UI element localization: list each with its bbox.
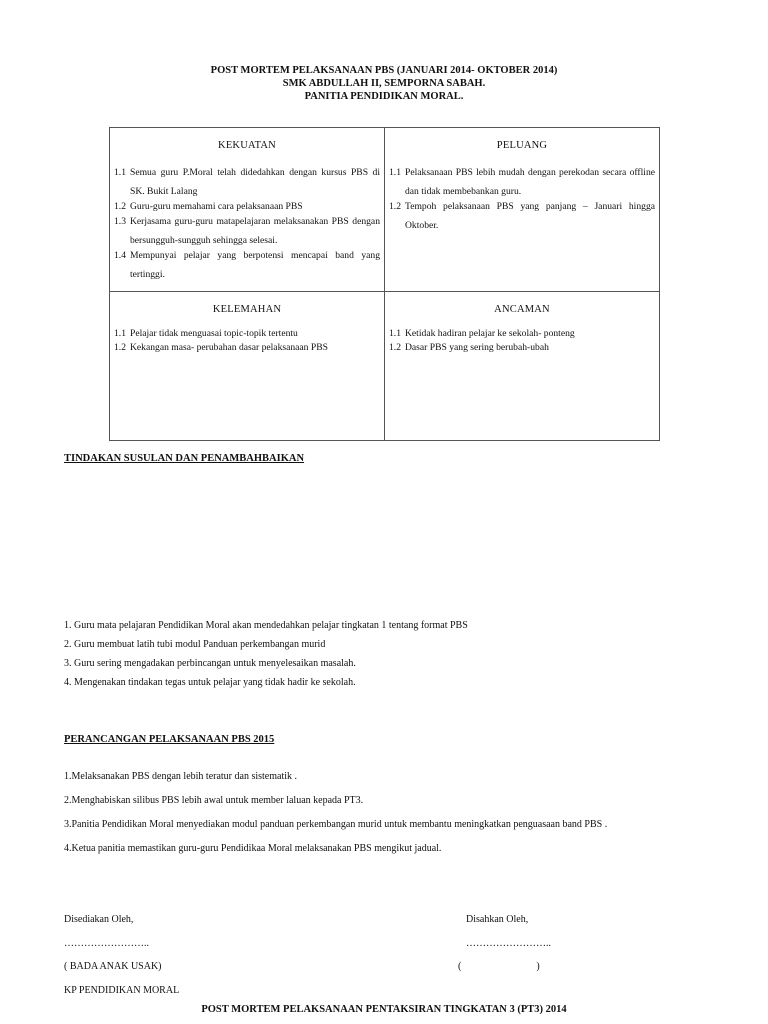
prepared-name: ( BADA ANAK USAK) [64, 961, 162, 972]
swot-title-kelemahan: KELEMAHAN [212, 304, 282, 315]
list-item: 1.1 Semua guru P.Moral telah didedahkan dengan kursus PBS di SK. Bukit Lalang [114, 167, 380, 197]
header-title: POST MORTEM PELAKSANAAN PBS (JANUARI 2014- OKTOBER 2014) [210, 65, 558, 76]
list-item: 1.2 Guru-guru memahami cara pelaksanaan PBS [114, 201, 303, 212]
list-item: 1.2 Tempoh pelaksanaan PBS yang panjang – Januari hingga Oktober. [389, 201, 655, 231]
prepared-dots: …………………….. [64, 938, 149, 949]
list-item: 1. Guru mata pelajaran Pendidikan Moral akan mendedahkan pelajar tingkatan 1 tentang format PBS [64, 620, 468, 631]
list-item: 1.2 Kekangan masa- perubahan dasar pelaksanaan PBS [114, 342, 328, 353]
tindakan-heading: TINDAKAN SUSULAN DAN PENAMBAHBAIKAN [64, 453, 305, 464]
swot-cell-kelemahan [110, 292, 385, 441]
ancaman-list [389, 327, 655, 355]
kelemahan-list [114, 327, 380, 355]
approved-label: Disahkan Oleh, [466, 914, 529, 925]
peluang-list [389, 163, 655, 235]
swot-title-ancaman: ANCAMAN [494, 304, 550, 315]
list-item: 1.4 Mempunyai pelajar yang berpotensi mencapai band yang tertinggi. [114, 250, 380, 280]
header-school: SMK ABDULLAH II, SEMPORNA SABAH. [282, 78, 486, 89]
list-item: 3. Guru sering mengadakan perbincangan untuk menyelesaikan masalah. [64, 658, 356, 669]
swot-title-peluang: PELUANG [496, 140, 548, 151]
list-item: 1.1 Pelaksanaan PBS lebih mudah dengan perekodan secara offline dan tidak membebankan guru. [389, 167, 655, 197]
swot-cell-kekuatan [110, 128, 385, 292]
list-item: 1.3 Kerjasama guru-guru matapelajaran melaksanakan PBS dengan bersungguh-sungguh sehingga selesai. [114, 216, 380, 246]
list-item: 1.2 Dasar PBS yang sering berubah-ubah [389, 342, 549, 353]
header-panel: PANITIA PENDIDIKAN MORAL. [304, 91, 464, 102]
list-item: 2. Guru membuat latih tubi modul Panduan perkembangan murid [64, 639, 326, 650]
document-header [0, 64, 768, 103]
next-section-title: POST MORTEM PELAKSANAAN PENTAKSIRAN TINGKATAN 3 (PT3) 2014 [201, 1004, 567, 1015]
prepared-label: Disediakan Oleh, [64, 914, 134, 925]
tindakan-list [64, 620, 704, 696]
list-item: 3.Panitia Pendidikan Moral menyediakan modul panduan perkembangan murid untuk membantu meningkatkan penguasaan band PBS . [64, 819, 608, 830]
list-item: 1.1 Pelajar tidak menguasai topic-topik tertentu [114, 328, 298, 339]
list-item: 1.Melaksanakan PBS dengan lebih teratur dan sistematik . [64, 771, 298, 782]
list-item: 4.Ketua panitia memastikan guru-guru Pendidikaa Moral melaksanakan PBS mengikut jadual. [64, 843, 442, 854]
perancangan-list [64, 771, 704, 867]
list-item: 2.Menghabiskan silibus PBS lebih awal untuk member laluan kepada PT3. [64, 795, 364, 806]
kekuatan-list [114, 163, 380, 284]
perancangan-heading: PERANCANGAN PELAKSANAAN PBS 2015 [64, 734, 275, 745]
prepared-role: KP PENDIDIKAN MORAL [64, 985, 180, 996]
approved-name: ( ) [458, 961, 540, 972]
swot-table [109, 127, 660, 441]
list-item: 1.1 Ketidak hadiran pelajar ke sekolah- ponteng [389, 328, 575, 339]
swot-title-kekuatan: KEKUATAN [218, 140, 276, 151]
approved-dots: …………………….. [466, 938, 551, 949]
list-item: 4. Mengenakan tindakan tegas untuk pelajar yang tidak hadir ke sekolah. [64, 677, 356, 688]
swot-cell-ancaman [385, 292, 660, 441]
swot-cell-peluang [385, 128, 660, 292]
